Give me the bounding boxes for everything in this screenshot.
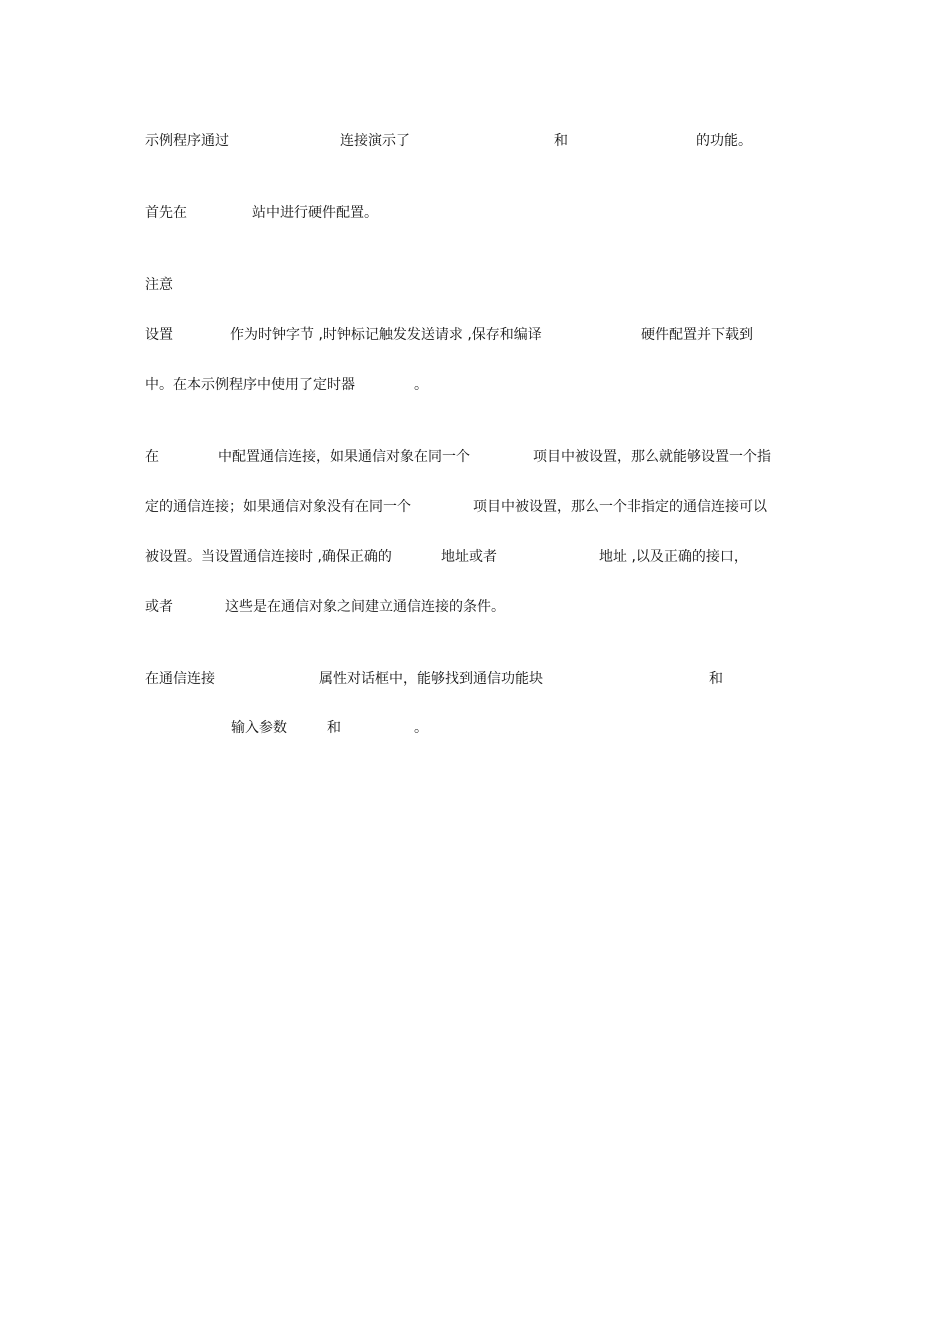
- text-segment: 项目中被设置，那么就能够设置一个指: [533, 449, 771, 465]
- note-heading: 注意: [145, 277, 173, 293]
- text-segment: 。: [414, 720, 428, 736]
- text-segment: 属性对话框中，能够找到通信功能块: [319, 671, 543, 687]
- text-segment: 和: [327, 720, 341, 736]
- text-segment: 地址或者: [441, 549, 497, 565]
- text-segment: 中。在本示例程序中使用了定时器: [145, 377, 355, 393]
- text-segment: 硬件配置并下载到: [641, 327, 753, 343]
- text-segment: 站中进行硬件配置。: [252, 205, 378, 221]
- text-segment: 输入参数: [231, 720, 287, 736]
- text-segment: 和: [554, 133, 568, 149]
- text-segment: 作为时钟字节 ,时钟标记触发发送请求 ,保存和编译: [230, 327, 542, 343]
- text-segment: 中配置通信连接，如果通信对象在同一个: [218, 449, 470, 465]
- text-segment: 在: [145, 449, 159, 465]
- text-segment: 和: [709, 671, 723, 687]
- text-segment: 示例程序通过: [145, 133, 229, 149]
- text-segment: 。: [414, 377, 428, 393]
- text-segment: 或者: [145, 599, 173, 615]
- text-segment: 的功能。: [696, 133, 752, 149]
- text-segment: 被设置。当设置通信连接时 ,确保正确的: [145, 549, 392, 565]
- text-segment: 连接演示了: [340, 133, 410, 149]
- text-segment: 项目中被设置，那么一个非指定的通信连接可以: [473, 499, 767, 515]
- text-segment: 首先在: [145, 205, 187, 221]
- text-segment: 这些是在通信对象之间建立通信连接的条件。: [225, 599, 505, 615]
- text-segment: 地址 ,以及正确的接口，: [599, 549, 748, 565]
- text-segment: 设置: [145, 327, 173, 343]
- text-segment: 定的通信连接；如果通信对象没有在同一个: [145, 499, 411, 515]
- text-segment: 在通信连接: [145, 671, 215, 687]
